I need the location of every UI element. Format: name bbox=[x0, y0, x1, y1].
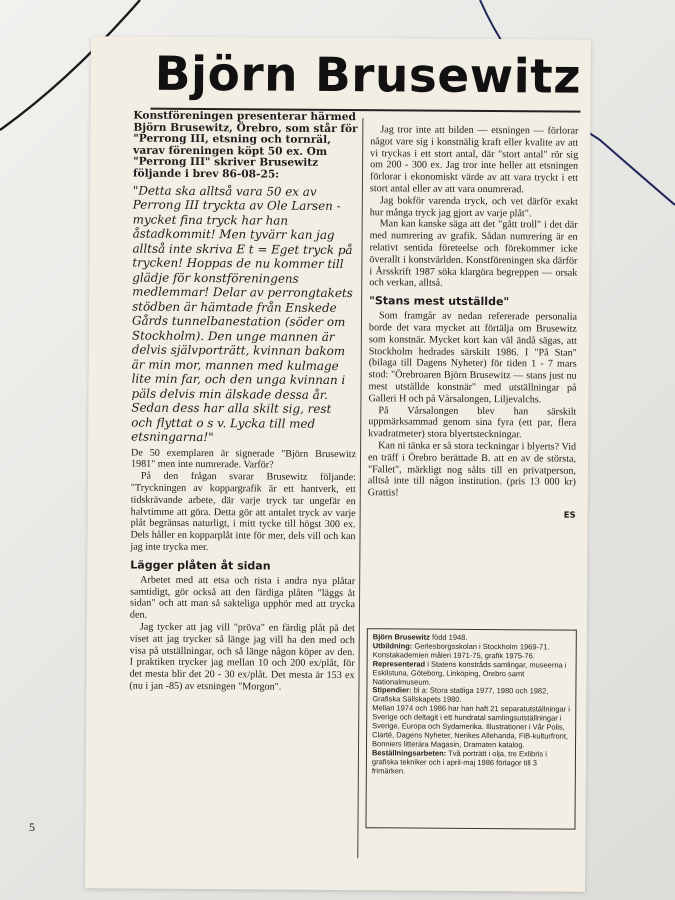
page-number: 5 bbox=[29, 820, 35, 834]
bio-box bbox=[365, 628, 576, 829]
body-paragraph: Jag tycker att jag vill "pröva" en färdig plåt på det viset att jag trycker så länge jag vill ha den med och visa på utställningar, och så länge någon köper av den. I praktiken trycker jag mellan 10 och 200 ex/plåt, för det mesta blir det 20 - 30 ex/plåt. Det mesta är 153 ex (nu i jan -85) av etsningen "Morgon". bbox=[129, 621, 355, 693]
body-paragraph: Man kan kanske säga att det "gått troll" i det där med numrering av grafik. Sådan numrering är en relativt sentida företeelse och förekommer icke överallt i konstvärlden. Konstföreningen ska därför i Årsskrift 1987 söka klargöra begreppen — orsak och verkan, alltså. bbox=[369, 218, 578, 290]
subheading: Lägger plåten åt sidan bbox=[130, 558, 271, 573]
author-signature: ES bbox=[563, 510, 576, 521]
article-intro: Konstföreningen presenterar härmed Björn Brusewitz, Örebro, som står för "Perrong III, etsning och tornräl, varav föreningen köpt 50 ex. Om "Perrong III" skriver Brusewitz följande i brev 86-08-25: bbox=[132, 109, 358, 181]
bio-label: Representerad bbox=[372, 658, 426, 669]
bio-text: bl a: Stora statliga 1977, 1980 och 1982, Grafiska Sällskapets 1980. bbox=[372, 685, 549, 705]
column-divider bbox=[357, 118, 363, 858]
bio-born: född 1948. bbox=[431, 632, 468, 642]
bio-name: Björn Brusewitz bbox=[372, 632, 430, 642]
bio-text: Mellan 1974 och 1986 har han haft 21 separatutställningar i Sverige och deltagit i ett hundratal samlingsutställningar i Sverige, Europa och Sydamerika. Illustrationer i Vår Polis, Clarté, Dagens Nyheter, Nerikes Allehanda, FiB-kulturfront, Bonniers litterära Magasin, Dramaten katalog. bbox=[372, 703, 570, 750]
body-paragraph: På Vårsalongen blev han särskilt uppmärksammad genom sina fyra (ett par, flera kvadratmeter) stora blyertsteckningar. bbox=[368, 404, 577, 441]
body-paragraph: Kan ni tänka er så stora teckningar i blyerts? Vid en träff i Örebro berättade B. att en av de största, "Fallet", märkligt nog sålts till en privatperson, alltså inte till någon institution. (pris 13 000 kr) Grattis! bbox=[367, 440, 577, 499]
body-paragraph: De 50 exemplaren är signerade "Björn Brusewitz 1981" men inte numrerade. Varför? bbox=[130, 447, 357, 471]
subheading: "Stans mest utställde" bbox=[369, 294, 510, 309]
bio-label: Stipendier: bbox=[372, 685, 412, 695]
bio-label: Beställningsarbeten: bbox=[371, 748, 447, 758]
body-paragraph: På den frågan svarar Brusewitz följande: "Tryckningen av koppargrafik är ett hantverk, ett tidskrävande arbete, där varje tryck tar ungefär en halvtimme att göra. Detta gör att antalet tryck av varje plåt begränsas naturligt, i mitt tycke till högst 300 ex. Dels håller en kopparplåt inte för mer, dels vill och kan jag inte trycka mer. bbox=[130, 470, 356, 554]
body-paragraph: Arbetet med att etsa och rista i andra nya plåtar samtidigt, gör också att den färdiga plåten "läggs åt sidan" och att man så sakteliga upphör med att trycka den. bbox=[129, 574, 356, 621]
bio-text: Gerlesborgsskolan i Stockholm 1969-71. Konstakademien måleri 1971-75, grafik 1975-76. bbox=[372, 641, 550, 661]
body-paragraph: Jag bokför varenda tryck, och vet därför exakt hur många tryck jag gjort av varje plåt". bbox=[369, 195, 578, 219]
bio-label: Utbildning: bbox=[372, 641, 413, 651]
body-paragraph: Som framgår av nedan refererade personalia borde det vara mycket att förtälja om Brusewitz som konstnär. Mycket kort kan väl ändå sägas, att Stockholm hedrades särskilt 1986. I "På Stan" (bilaga till Dagens Nyheter) för tiden 1 - 7 mars stod: "Örebroaren Björn Brusewitz — stans just nu mest utställde konstnär" med utställningar på Galleri H och på Vårsalongen, Liljevalchs. bbox=[368, 310, 578, 406]
article-title: Björn Brusewitz bbox=[154, 46, 582, 105]
left-column bbox=[129, 111, 358, 694]
newspaper-clipping bbox=[85, 36, 591, 891]
body-paragraph: Jag tror inte att bilden — etsningen — förlorar något vare sig i konstnälig kraft eller kvalite av att vi tryckas i ett stort antal, där "stort antal" rör sig om 200 - 300 ex. Jag tror inte heller att etsningen förlorar i ekonomiskt värde av att vara tryckt i ett stort antal eller av att vara onumrerad. bbox=[369, 124, 579, 196]
bio-text: Två porträtt i olja, tre Exlibris i grafiska tekniker och i april-maj 1986 förlagor till 3 frimärken. bbox=[371, 748, 547, 776]
bio-text: i Statens konstråds samlingar, museerna i Eskilstuna, Göteborg, Linköping, Örebro samt Nationalmuseum. bbox=[372, 659, 567, 687]
right-column bbox=[368, 124, 579, 520]
letter-quote: "Detta ska alltså vara 50 ex av Perrong III tryckta av Ole Larsen - mycket fina tryck har han åstadkommit! Men tyvärr kan jag alltså inte skriva E t = Eget tryck på trycken! Hoppas de nu kommer till glädje för konstföreningens medlemmar! Delar av perrongtakets stödben är hämtade från Enskede Gårds tunnelbanestation (söder om Stockholm). Den unge mannen är delvis självporträtt, kvinnan bakom är min mor, mannen med kulmage lite min far, och den unga kvinnan i päls delvis min älskade dessa år. Sedan dess har alla skilt sig, rest och flyttat o s v. Lycka till med etsningarna!" bbox=[131, 183, 353, 445]
